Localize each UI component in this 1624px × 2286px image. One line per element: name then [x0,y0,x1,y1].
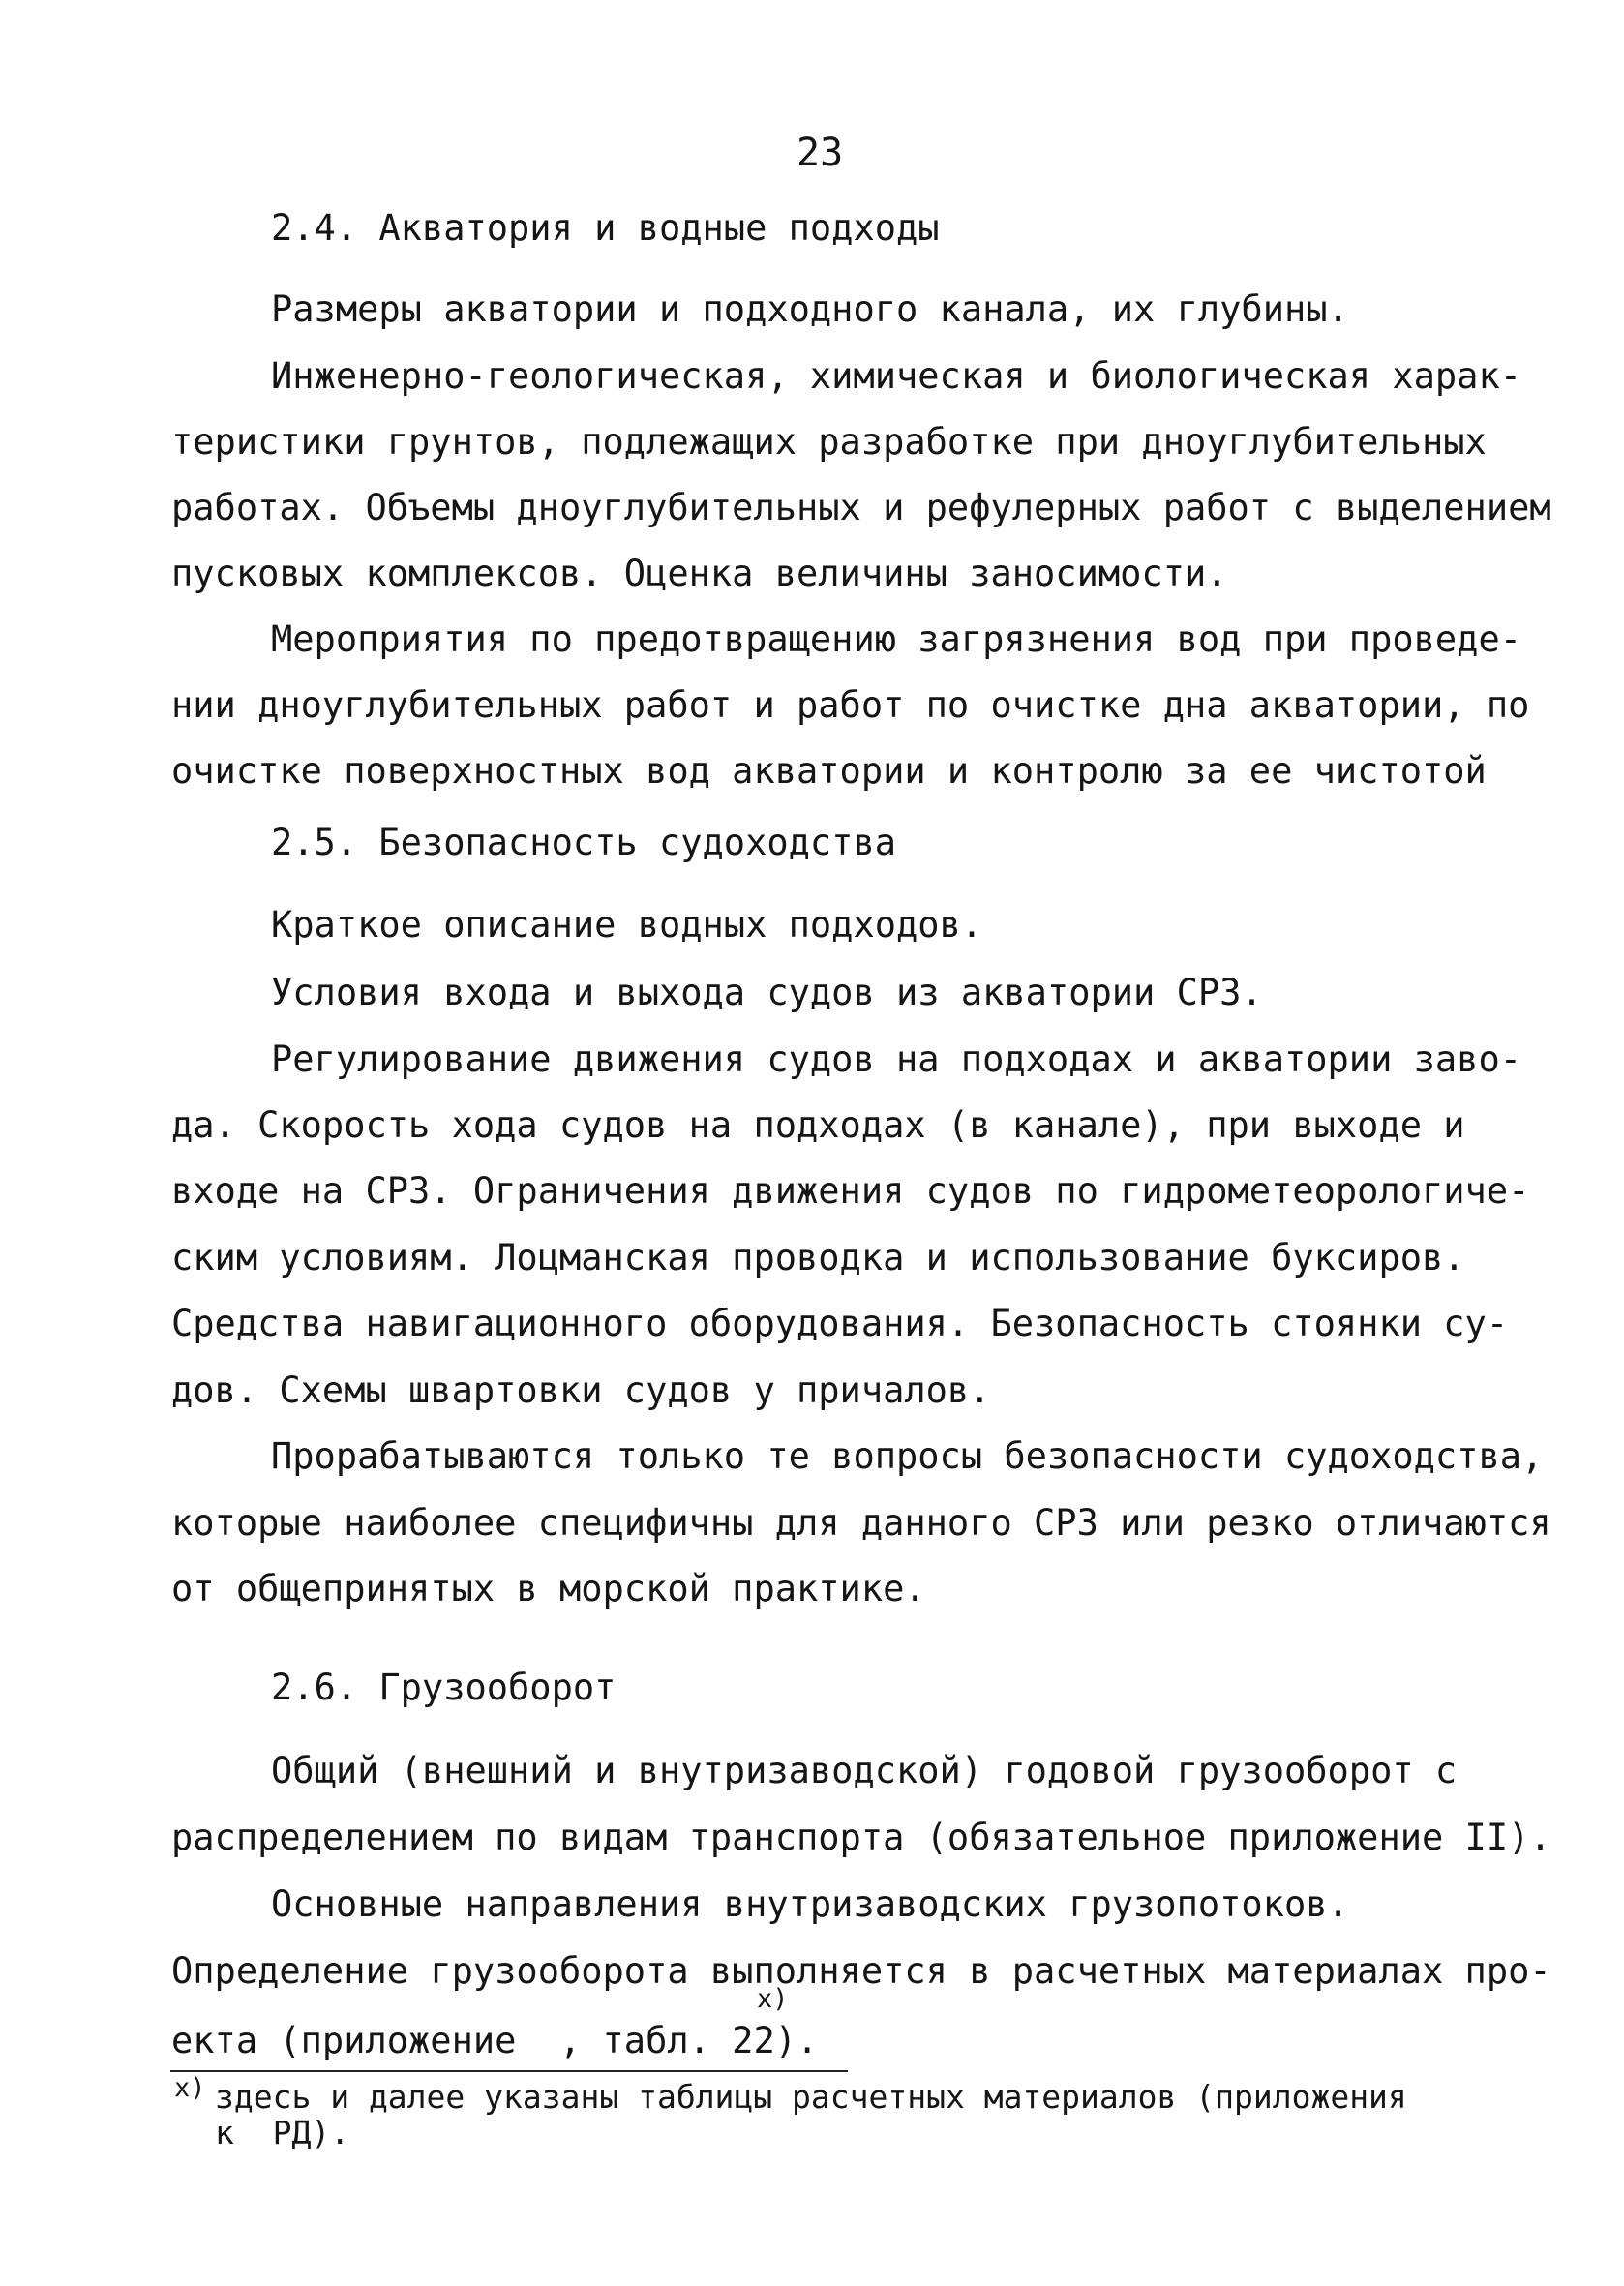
footnote-reference: х) [757,1984,789,2014]
paragraph-line: ским условиям. Лоцманская проводка и использование буксиров. [171,1237,1465,1278]
paragraph-line: Мероприятия по предотвращению загрязнения вод при проведе- [271,618,1522,660]
page-number: 23 [797,131,844,175]
section-heading-2-5: 2.5. Безопасность судоходства [271,822,897,863]
paragraph-line: екта (приложение , табл. 22). [171,2020,819,2061]
paragraph-line: Основные направления внутризаводских грузопотоков. [271,1883,1349,1925]
paragraph-line: работах. Объемы дноуглубительных и рефулерных работ с выделением [171,487,1551,528]
paragraph-line: Прорабатываются только те вопросы безопасности судоходства, [271,1435,1544,1477]
paragraph-line: Общий (внешний и внутризаводской) годовой грузооборот с [271,1750,1458,1791]
paragraph-line: нии дноуглубительных работ и работ по очистке дна акватории, по [171,684,1530,726]
paragraph-line: от общепринятых в морской практике. [171,1568,926,1609]
paragraph-line: да. Скорость хода судов на подходах (в канале), при выходе и [171,1104,1465,1146]
footnote-text: здесь и далее указаны таблицы расчетных материалов (приложения [215,2078,1407,2116]
paragraph-line: теристики грунтов, подлежащих разработке при дноуглубительных [171,421,1487,463]
footnote-text: к РД). [215,2114,350,2151]
paragraph-line: входе на СРЗ. Ограничения движения судов по гидрометеорологиче- [171,1170,1530,1212]
paragraph-line: распределением по видам транспорта (обязательное приложение II). [171,1817,1551,1858]
paragraph-line: Инженерно-геологическая, химическая и биологическая харак- [271,355,1522,397]
paragraph-line: которые наиболее специфичны для данного СРЗ или резко отличаются [171,1502,1551,1544]
paragraph-line: Средства навигационного оборудования. Безопасность стоянки су- [171,1303,1509,1344]
footnote-mark: х) [174,2073,206,2103]
section-heading-2-6: 2.6. Грузооборот [271,1667,617,1708]
paragraph-line: Условия входа и выхода судов из акватории СРЗ. [271,972,1263,1013]
paragraph-line: очистке поверхностных вод акватории и контролю за ее чистотой [171,750,1487,792]
footnote-divider [170,2070,848,2072]
paragraph-line: пусковых комплексов. Оценка величины заносимости. [171,553,1228,594]
section-heading-2-4: 2.4. Акватория и водные подходы [271,207,940,249]
paragraph-line: Краткое описание водных подходов. [271,904,983,946]
paragraph-line: Размеры акватории и подходного канала, их глубины. [271,288,1349,330]
paragraph-line: Регулирование движения судов на подходах и акватории заво- [271,1038,1522,1080]
paragraph-line: Определение грузооборота выполняется в расчетных материалах про- [171,1950,1551,1992]
paragraph-line: дов. Схемы швартовки судов у причалов. [171,1369,991,1411]
